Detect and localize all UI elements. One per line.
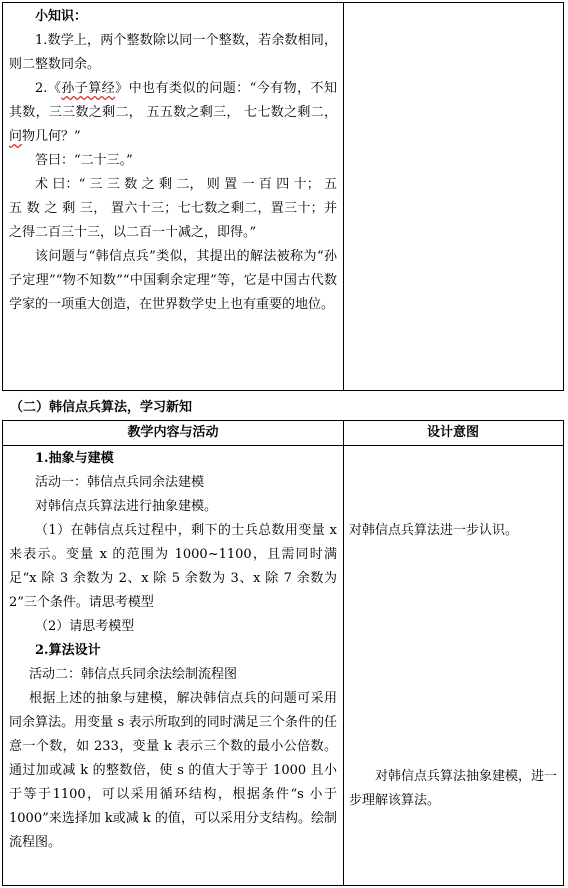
- lesson-table: [2, 420, 564, 886]
- tip-paragraph-2: [9, 77, 337, 149]
- tip-paragraph-3: 答曰：“二十三。”: [35, 153, 133, 168]
- tip-table: [2, 2, 564, 391]
- book-title: 孙子算经: [61, 81, 116, 96]
- activity-2-desc: 根据上述的抽象与建模，解决韩信点兵的问题可采用同余算法。用变量 s 表示所取到的同时满足三个条件的任意一个数，如 233，变量 k 表示三个数的最小公倍数。通过加或减 k 的整数倍，使 s 的值大于等于 1000 且小于等于1100，可以采用循环结构，根据条件“s 小于 1000”来选择加 k或减 k 的值，可以采用分支结构。绘制流程图。: [9, 691, 337, 850]
- heading-algorithm: 2.算法设计: [35, 643, 101, 658]
- tip-title: 小知识：: [35, 9, 88, 24]
- lesson-content: [9, 447, 337, 855]
- tip-p2-wavy: 问: [9, 129, 23, 144]
- tip-paragraph-1: 1.数学上，两个整数除以同一个整数，若余数相同，则二整数同余。: [9, 33, 337, 72]
- heading-modeling: 1.抽象与建模: [35, 451, 114, 466]
- question-1: （1）在韩信点兵过程中，剩下的士兵总数用变量 x 来表示。变量 x 的范围为 1000~1100，且需同时满足“x 除 3 余数为 2、x 除 5 余数为 3、x 除 7 余数为 2”三个条件。请思考模型: [9, 523, 337, 610]
- activity-2: 活动二：韩信点兵同余法绘制流程图: [29, 667, 238, 682]
- col-header-content: 教学内容与活动: [127, 425, 219, 440]
- tip-table-divider: [343, 3, 344, 390]
- intent-1: 对韩信点兵算法进一步认识。: [349, 523, 519, 538]
- tip-paragraph-5: 该问题与“韩信点兵”类似，其提出的解法被称为“孙子定理”“物不知数”“中国剩余定理”等，它是中国古代数学家的一项重大创造，在世界数学史上也有重要的地位。: [9, 249, 337, 312]
- question-2: （2）请思考模型: [35, 619, 135, 634]
- tip-p2-prefix: 2.《: [35, 81, 62, 96]
- intent-2: 对韩信点兵算法抽象建模，进一步理解该算法。: [349, 769, 558, 808]
- tip-paragraph-4: 术 曰：“ 三 三 数 之 剩 二， 则 置 一 百 四 十； 五 五 数 之 剩 三， 置六十三；七七数之剩二，置三十；并之得二百三十三，以二百一十减之，即得。”: [9, 177, 337, 240]
- header-divider: [3, 445, 563, 446]
- tip-p2-end: 物几何？”: [22, 129, 81, 144]
- tip-p2-rest: 》中也有类似的问题：“今有物，不知其数，三三数之剩二， 五五数之剩三， 七七数之剩二，: [9, 81, 337, 120]
- tip-content: [9, 5, 337, 317]
- activity-1-desc: 对韩信点兵算法进行抽象建模。: [35, 499, 218, 514]
- activity-1: 活动一：韩信点兵同余法建模: [35, 475, 205, 490]
- col-header-intent: 设计意图: [426, 425, 479, 440]
- section-title: （二）韩信点兵算法，学习新知: [10, 400, 193, 415]
- lesson-table-divider: [343, 421, 344, 885]
